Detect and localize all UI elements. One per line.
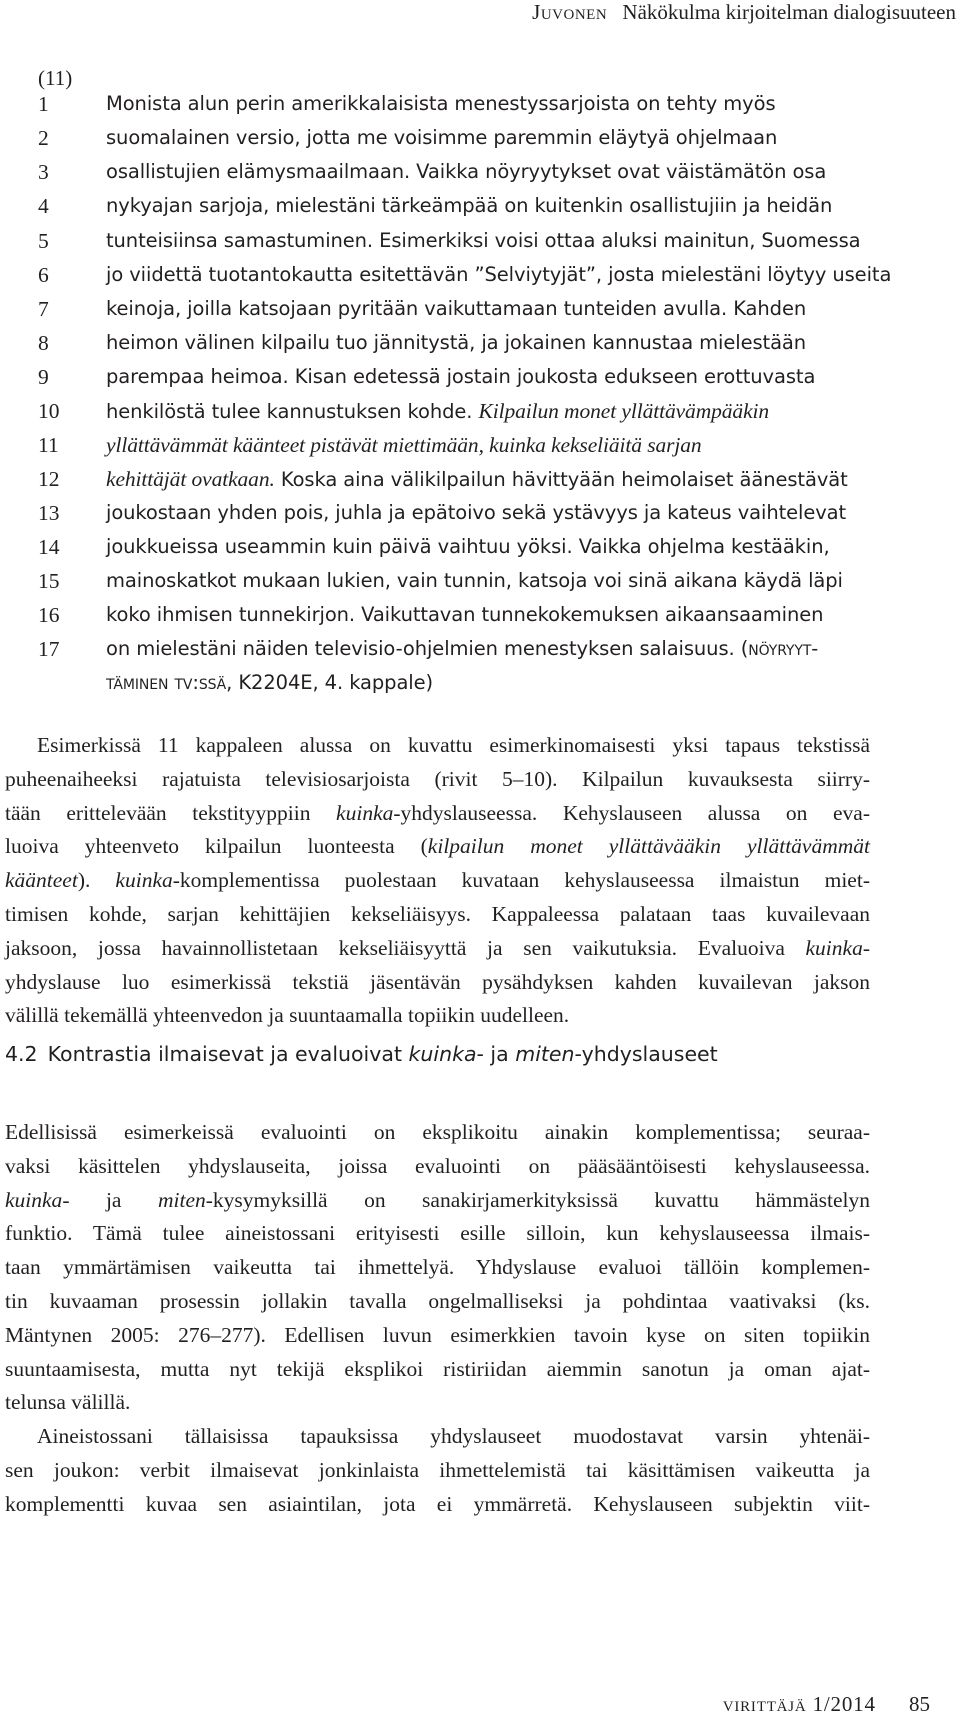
line-number: 1 [38,92,49,116]
header-title: Näkökulma kirjoitelman dialogisuuteen [622,0,956,24]
text-line: Esimerkissä 11 kappaleen alussa on kuvattu esimerkinomaisesti yksi tapaus tekstissä [37,733,870,757]
section-title-run: - ja [476,1042,516,1066]
line-number: 14 [38,535,60,559]
line-text: osallistujien elämysmaailmaan. Vaikka nöyryytykset ovat väistämätön osa [106,160,827,183]
line-text: heimon välinen kilpailu tuo jännitystä, ja jokainen kannustaa mielestään [106,331,807,354]
line-number: 7 [38,297,49,321]
line-number: 10 [38,399,60,423]
text-run: - [862,935,870,960]
text-italic: kuinka [336,800,394,825]
line-number: 4 [38,194,49,218]
page-number: 85 [909,1692,930,1716]
line-number: 11 [38,433,59,457]
text-line: sen joukon: verbit ilmaisevat jonkinlaista ihmettelemistä tai käsittämisen vaikeutta ja [5,1457,870,1482]
running-header [532,0,956,25]
journal-name: virittäjä 1/2014 [722,1692,876,1716]
line-text: mainoskatkot mukaan lukien, vain tunnin, katsoja voi sinä aikana käydä läpi [106,569,843,592]
text-line: puheenaiheeksi rajatuista televisiosarjoista (rivit 5–10). Kilpailun kuvauksesta siirry- [5,766,870,791]
section-title-run: Kontrastia ilmaisevat ja evaluoivat [47,1042,409,1066]
line-number: 5 [38,229,49,253]
line-text: jo viidettä tuotantokautta esitettävän ”Selviytyjät”, josta mielestäni löytyy useita [106,263,892,286]
text-line [5,797,870,831]
text-italic: kilpailun monet yllättävääkin yllättävämmät [427,834,870,859]
line-text-italic: kehittäjät ovatkaan. [106,467,275,491]
text-line [5,932,870,966]
paragraph-cases [5,1420,870,1521]
line-text [106,671,433,694]
line-number: 9 [38,365,49,389]
section-title-italic: kuinka [408,1042,477,1066]
line-text: joukkueissa useammin kuin päivä vaihtuu yöksi. Vaikka ohjelma kestääkin, [106,535,830,558]
text-run: -komplementissa puolestaan kuvataan kehyslauseessa ilmaistun miet- [172,868,870,893]
text-run: -kysymyksillä on sanakirjamerkityksissä kuvattu hämmästelyn [205,1187,870,1212]
paragraph-section-intro [5,1116,870,1420]
line-text: yllättävämmät käänteet pistävät miettimään, kuinka kekseliäitä sarjan [106,433,702,457]
section-title-italic: miten [515,1042,575,1066]
text-run: luoiva yhteenveto kilpailun luonteesta ( [5,834,428,859]
text-line: Aineistossani tällaisissa tapauksissa yhdyslauseet muodostavat varsin yhtenäi- [37,1424,870,1448]
source-smallcaps: täminen tv:ssä [106,671,227,694]
line-text: joukostaan yhden pois, juhla ja epätoivo sekä ystävyys ja kateus vaihtelevat [106,501,847,524]
line-text-regular: Koska aina välikilpailun hävittyään heimolaiset äänestävät [274,468,848,491]
text-line: yhdyslause luo esimerkissä tekstiä jäsentävän pysähdyksen kahden kuvailevan jakson [5,969,870,994]
text-line [5,830,870,864]
line-text-regular: on mielestäni näiden televisio-ohjelmien menestyksen salaisuus. ( [106,637,749,660]
line-text: tunteisiinsa samastuminen. Esimerkiksi voisi ottaa aluksi mainitun, Suomessa [106,229,861,252]
text-line: Edellisissä esimerkeissä evaluointi on eksplikoitu ainakin komplementissa; seuraa- [5,1120,870,1144]
line-number: 13 [38,501,60,525]
text-line: tin kuvaaman prosessin jollakin tavalla ongelmalliseksi ja pohdintaa vaativaksi (ks. [5,1288,870,1313]
text-line: Mäntynen 2005: 276–277). Edellisen luvun esimerkkien tavoin kyse on siten topiikin [5,1322,870,1347]
line-text: parempaa heimoa. Kisan edetessä jostain joukosta edukseen erottuvasta [106,365,816,388]
line-text-smallcaps: nöyryyt- [748,637,819,660]
line-text: Monista alun perin amerikkalaisista menestyssarjoista on tehty myös [106,92,776,115]
text-italic: kuinka [115,868,173,893]
line-text [106,637,818,660]
text-line: funktio. Tämä tulee aineistossani erityisesti esille silloin, kun kehyslauseessa ilmais- [5,1221,870,1246]
text-line: vaksi käsittelen yhdyslauseita, joissa evaluointi on pääsääntöisesti kehyslauseessa. [5,1153,870,1178]
text-line: taan ymmärtämisen vaikeutta tai ihmettelyä. Yhdyslause evaluoi tällöin komplemen- [5,1255,870,1280]
text-italic: miten [157,1187,206,1212]
text-run: - ja [62,1187,158,1212]
line-text-regular: henkilöstä tulee kannustuksen kohde. [106,400,479,423]
text-run: tään erittelevään tekstityyppiin [5,800,337,825]
line-number: 12 [38,467,60,491]
line-number: 16 [38,603,60,627]
text-line [5,1184,870,1218]
text-line: timisen kohde, sarjan kehittäjien kekseliäisyys. Kappaleessa palataan taas kuvailevaan [5,901,870,926]
text-line [5,864,870,898]
page-footer [723,1692,930,1717]
line-number: 3 [38,160,49,184]
line-text [106,399,769,424]
source-rest: , K2204E, 4. kappale) [226,671,434,694]
text-italic: kuinka [5,1187,63,1212]
line-text [106,467,848,492]
section-number: 4.2 [5,1042,38,1066]
header-author: Juvonen [532,0,608,24]
section-heading [5,1042,718,1066]
line-text: koko ihmisen tunnekirjon. Vaikuttavan tunnekokemuksen aikaansaaminen [106,603,824,626]
line-text: nykyajan sarjoja, mielestäni tärkeämpää on kuitenkin osallistujiin ja heidän [106,194,833,217]
line-number: 8 [38,331,49,355]
line-text: suomalainen versio, jotta me voisimme paremmin eläytyä ohjelmaan [106,126,778,149]
paragraph-analysis [5,729,870,1033]
text-run: jaksoon, jossa havainnollistetaan kekseliäisyyttä ja sen vaikutuksia. Evaluoiva [5,935,806,960]
section-title-run: -yhdyslauseet [574,1042,718,1066]
text-italic: kuinka [805,935,863,960]
text-italic: käänteet [5,868,78,893]
line-text-italic: Kilpailun monet yllättävämpääkin [478,399,770,423]
text-line: komplementti kuvaa sen asiaintilan, jota ei ymmärretä. Kehyslauseen subjektin viit- [5,1491,870,1516]
text-line: suuntaamisesta, mutta nyt tekijä eksplikoi ristiriidan aiemmin sanotun ja oman ajat- [5,1356,870,1381]
line-text: keinoja, joilla katsojaan pyritään vaikuttamaan tunteiden avulla. Kahden [106,297,807,320]
line-number: 15 [38,569,60,593]
text-line: telunsa välillä. [5,1390,131,1415]
text-run: -yhdyslauseessa. Kehyslauseen alussa on eva- [393,800,870,825]
line-number: 2 [38,126,49,150]
text-line: välillä tekemällä yhteenvedon ja suuntaamalla topiikin uudelleen. [5,1003,570,1028]
line-number: 17 [38,637,60,661]
example-number: (11) [38,66,73,90]
line-number: 6 [38,263,49,287]
text-run: ). [77,868,116,893]
